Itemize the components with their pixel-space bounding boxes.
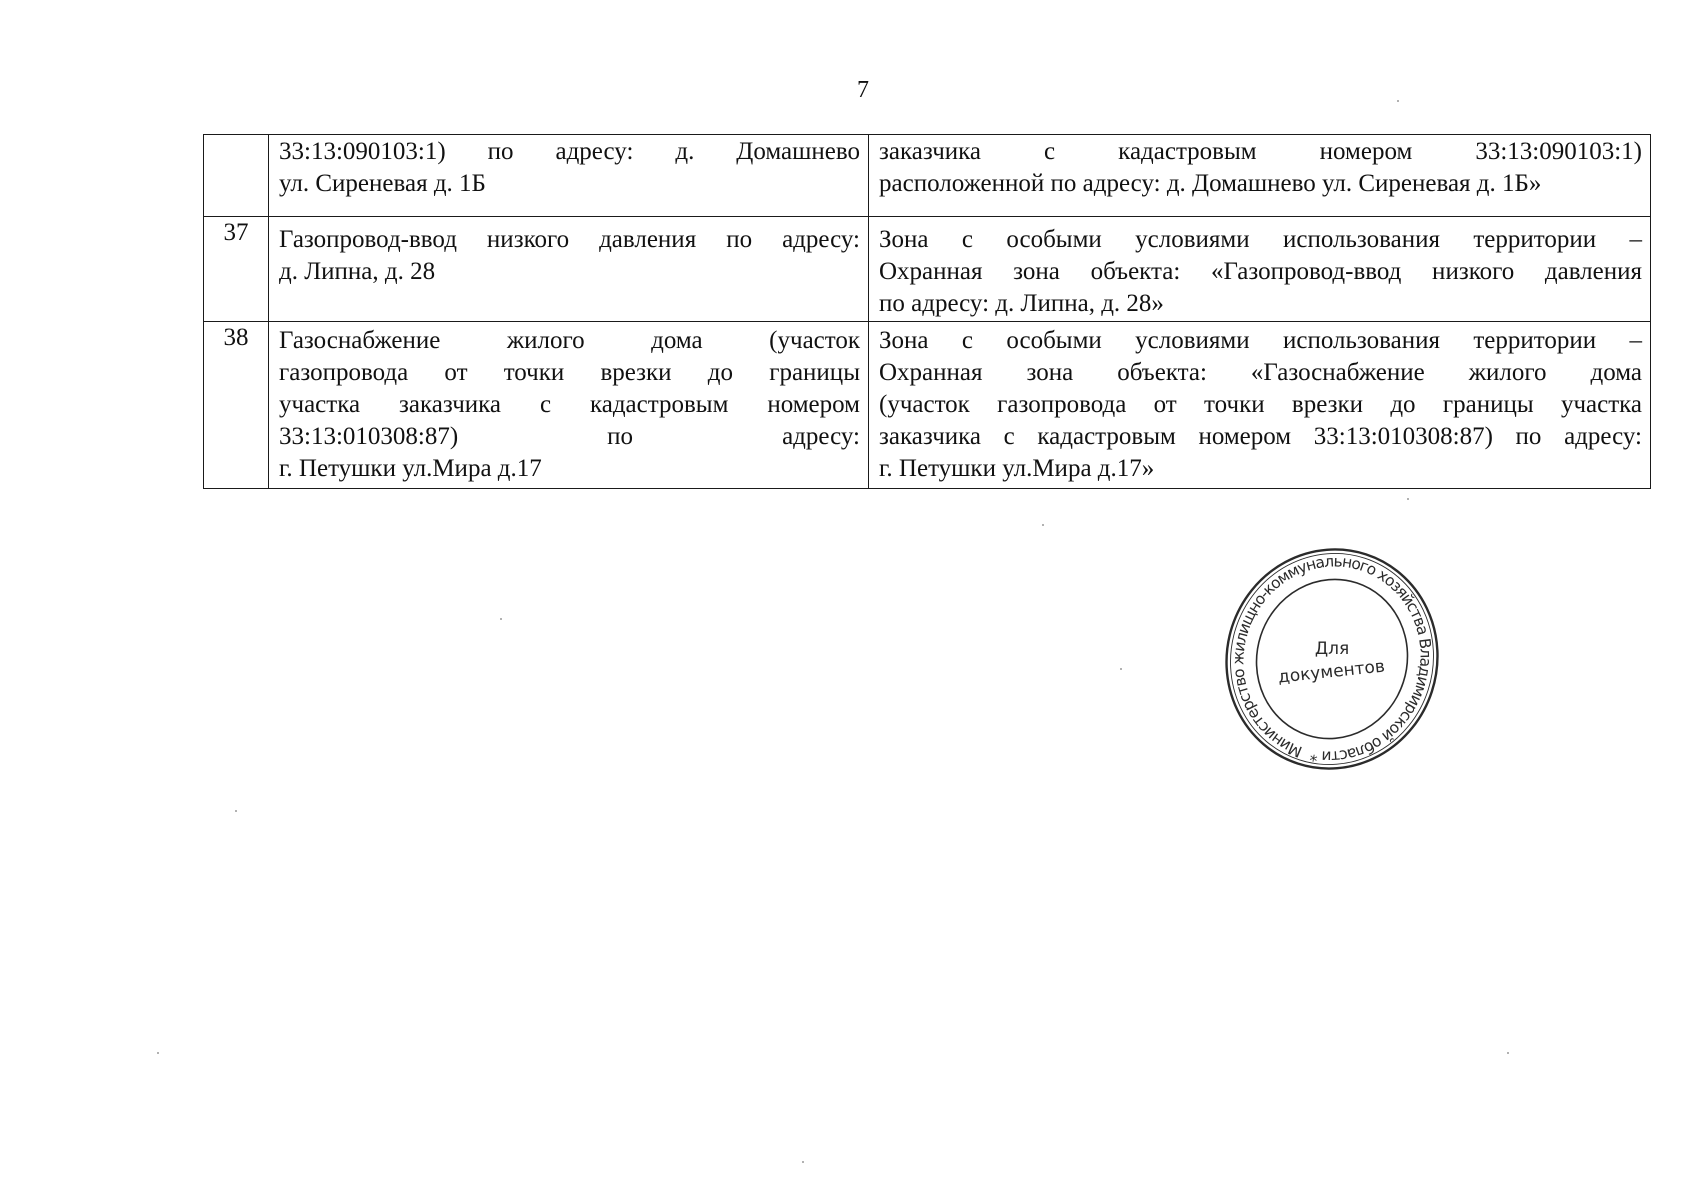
text-line: газопровода от точки врезки до границы bbox=[279, 359, 860, 386]
text-line: 33:13:010308:87) по адресу: bbox=[279, 423, 860, 450]
row-number-cell: 37 bbox=[204, 217, 269, 322]
table-row bbox=[204, 217, 1651, 322]
document-table bbox=[203, 134, 1651, 489]
text-line: по адресу: д. Липна, д. 28» bbox=[879, 290, 1164, 317]
scan-speck bbox=[1042, 524, 1044, 526]
protection-zone-cell bbox=[869, 322, 1651, 489]
stamp-ring-text: Министерство жилищно-коммунального хозяйства Владимирской области * bbox=[1229, 552, 1435, 766]
table-row bbox=[204, 322, 1651, 489]
object-name-cell bbox=[269, 135, 869, 217]
text-line: г. Петушки ул.Мира д.17 bbox=[279, 455, 542, 482]
stamp-graphic bbox=[1212, 546, 1452, 772]
text-line: заказчика с кадастровым номером 33:13:090103:1) bbox=[879, 138, 1642, 165]
stamp-center-line-2: документов bbox=[1277, 656, 1386, 688]
scan-speck bbox=[500, 618, 502, 620]
text-line: Зона с особыми условиями использования территории – bbox=[879, 226, 1642, 253]
text-line: д. Липна, д. 28 bbox=[279, 258, 436, 285]
scan-speck bbox=[802, 1161, 804, 1163]
text-line: (участок газопровода от точки врезки до границы участка bbox=[879, 391, 1642, 418]
text-line: 33:13:090103:1) по адресу: д. Домашнево bbox=[279, 138, 860, 165]
text-line: г. Петушки ул.Мира д.17» bbox=[879, 455, 1155, 482]
text-line: Газоснабжение жилого дома (участок bbox=[279, 327, 860, 354]
scan-speck bbox=[1397, 100, 1399, 102]
table-row bbox=[204, 135, 1651, 217]
row-number-cell bbox=[204, 135, 269, 217]
protection-zone-cell bbox=[869, 135, 1651, 217]
row-number-cell: 38 bbox=[204, 322, 269, 489]
object-name-cell bbox=[269, 322, 869, 489]
official-stamp bbox=[1212, 546, 1452, 772]
scan-speck bbox=[235, 810, 237, 812]
scan-speck bbox=[1407, 498, 1409, 500]
scan-speck bbox=[1507, 1052, 1509, 1054]
text-line: участка заказчика с кадастровым номером bbox=[279, 391, 860, 418]
text-line: Охранная зона объекта: «Газоснабжение жилого дома bbox=[879, 359, 1642, 386]
text-line: заказчика с кадастровым номером 33:13:010308:87) по адресу: bbox=[879, 423, 1642, 450]
text-line: Газопровод-ввод низкого давления по адресу: bbox=[279, 226, 860, 253]
object-name-cell bbox=[269, 217, 869, 322]
text-line: ул. Сиреневая д. 1Б bbox=[279, 170, 486, 197]
stamp-center-line-1: Для bbox=[1314, 639, 1350, 659]
page-number: 7 bbox=[857, 77, 869, 103]
text-line: Охранная зона объекта: «Газопровод-ввод низкого давления bbox=[879, 258, 1642, 285]
text-line: Зона с особыми условиями использования территории – bbox=[879, 327, 1642, 354]
scan-speck bbox=[1120, 668, 1122, 670]
protection-zone-cell bbox=[869, 217, 1651, 322]
scan-speck bbox=[157, 1052, 159, 1054]
text-line: расположенной по адресу: д. Домашнево ул. Сиреневая д. 1Б» bbox=[879, 170, 1542, 197]
